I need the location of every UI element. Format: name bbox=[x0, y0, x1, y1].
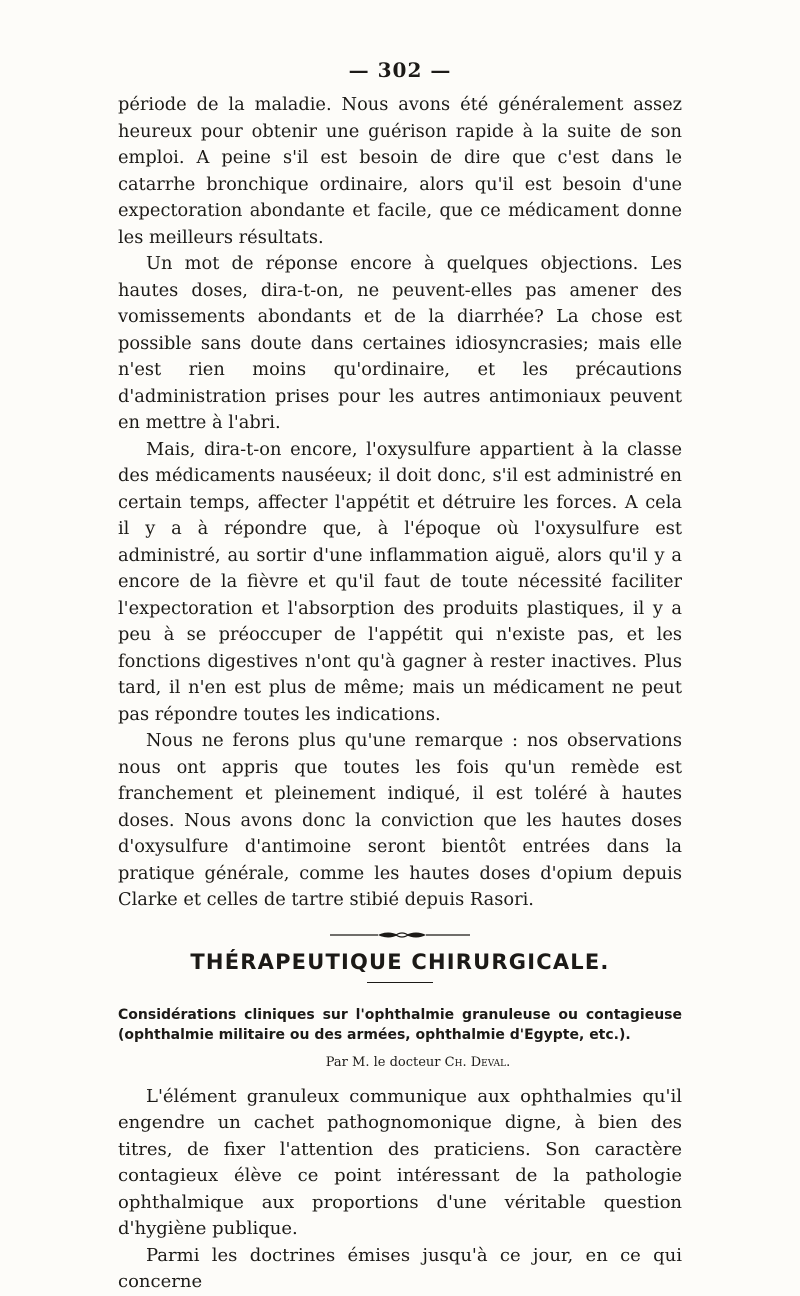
paragraph: Un mot de réponse encore à quelques objections. Les hautes doses, dira-t-on, ne peuvent-elles pas amener des vomissements abondants et de la diarrhée? La chose est possible sans doute dans certaines idiosyncrasies; mais elle n'est rien moins qu'ordinaire, et les précautions d'administration prises pour les autres antimoniaux peuvent en mettre à l'abri. bbox=[118, 253, 682, 433]
section-rule bbox=[367, 982, 433, 983]
byline bbox=[154, 1055, 682, 1070]
paragraph: L'élément granuleux communique aux ophthalmies qu'il engendre un cachet pathognomonique digne, à bien des titres, de fixer l'attention des praticiens. Son caractère contagieux élève ce point intéressant de la pathologie ophthalmique aux proportions d'une véritable question d'hygiène publique. bbox=[118, 1085, 682, 1239]
paragraph: Nous ne ferons plus qu'une remarque : nos observations nous ont appris que toutes les fois qu'un remède est franchement et pleinement indiqué, il est toléré à hautes doses. Nous avons donc la conviction que les hautes doses d'oxysulfure d'antimoine seront bientôt entrées dans la pratique générale, comme les hautes doses d'opium depuis Clarke et celles de tartre stibié depuis Rasori. bbox=[118, 730, 682, 910]
paragraph: Mais, dira-t-on encore, l'oxysulfure appartient à la classe des médicaments nauséeux; il doit donc, s'il est administré en certain temps, affecter l'appétit et détruire les forces. A cela il y a à répondre que, à l'époque où l'oxysulfure est administré, au sortir d'une inflammation aiguë, alors qu'il y a encore de la fièvre et qu'il faut de toute nécessité faciliter l'expectoration et l'absorption des produits plastiques, il y a peu à se préoccuper de l'appétit qui n'existe pas, et les fonctions digestives n'ont qu'à gagner à rester inactives. Plus tard, il n'en est plus de même; mais un médicament ne peut pas répondre toutes les indications. bbox=[118, 438, 682, 725]
article-body bbox=[118, 1084, 682, 1296]
article-heading: Considérations cliniques sur l'ophthalmie granuleuse ou contagieuse (ophthalmie militaire ou des armées, ophthalmie d'Egypte, etc.). bbox=[118, 1006, 682, 1043]
section-title: THÉRAPEUTIQUE CHIRURGICALE. bbox=[190, 949, 610, 974]
body-text bbox=[118, 92, 682, 914]
page-number: — 302 — bbox=[348, 58, 452, 82]
paragraph: période de la maladie. Nous avons été généralement assez heureux pour obtenir une guérison rapide à la suite de son emploi. A peine s'il est besoin de dire que c'est dans le catarrhe bronchique ordinaire, alors qu'il est besoin d'une expectoration abondante et facile, que ce médicament donne les meilleurs résultats. bbox=[118, 94, 682, 248]
paragraph: Parmi les doctrines émises jusqu'à ce jour, en ce qui concerne bbox=[118, 1244, 682, 1292]
byline-author: Ch. Deval. bbox=[444, 1054, 511, 1070]
ornament-divider bbox=[330, 930, 470, 940]
byline-prefix: Par M. le docteur bbox=[325, 1054, 441, 1070]
